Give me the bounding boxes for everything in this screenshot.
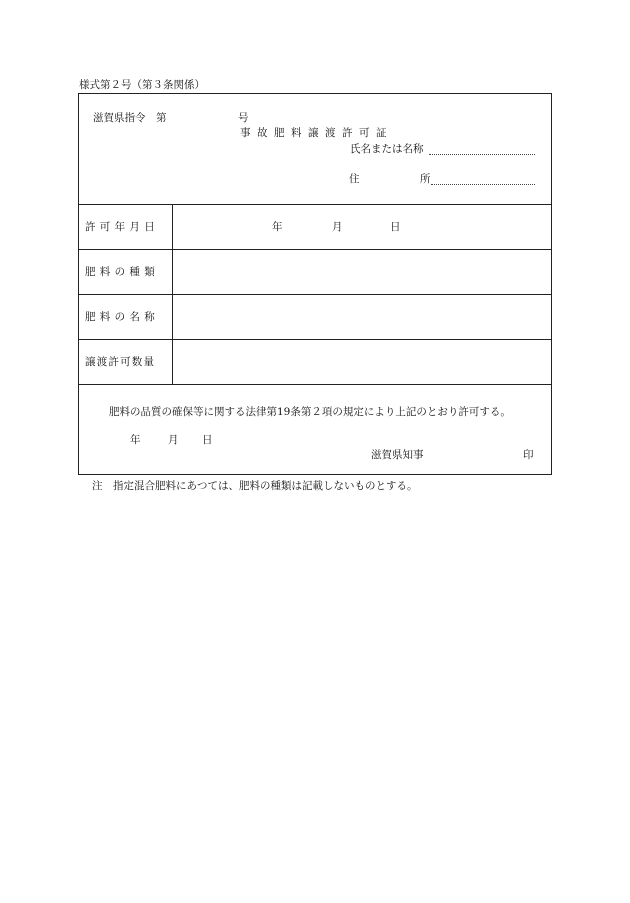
fertilizer-type-field[interactable]	[174, 250, 550, 293]
seal-mark: 印	[523, 449, 534, 461]
governor-signature: 滋賀県知事	[371, 449, 424, 461]
address-label-second: 所	[420, 173, 431, 185]
license-number-prefix: 滋賀県指令 第	[93, 112, 167, 124]
license-number-suffix: 号	[238, 112, 249, 124]
address-field[interactable]	[431, 175, 535, 185]
row-label-fertilizer-name: 肥料の名称	[85, 311, 159, 323]
row-label-fertilizer-type: 肥料の種類	[85, 266, 159, 278]
document-title: 事故肥料譲渡許可証	[240, 127, 393, 139]
permit-date-year: 年	[272, 221, 283, 233]
permit-notice-text: 肥料の品質の確保等に関する法律第19条第２項の規定により上記のとおり許可する。	[109, 406, 511, 418]
name-field[interactable]	[429, 145, 535, 155]
license-form-table	[78, 93, 552, 475]
transfer-quantity-field[interactable]	[174, 340, 550, 383]
row-label-transfer-quantity: 譲渡許可数量	[85, 356, 156, 368]
divider	[79, 384, 551, 385]
row-label-permit-date: 許可年月日	[85, 221, 159, 233]
label-column-divider	[172, 204, 173, 384]
permit-date-day: 日	[390, 221, 401, 233]
permit-date-month: 月	[332, 221, 343, 233]
name-label: 氏名または名称	[350, 143, 424, 155]
address-label-first: 住	[349, 173, 360, 185]
issue-date-month: 月	[168, 434, 179, 446]
divider	[79, 204, 551, 205]
form-number-title: 様式第２号（第３条関係）	[79, 79, 205, 91]
fertilizer-name-field[interactable]	[174, 295, 550, 338]
issue-date-year: 年	[130, 434, 141, 446]
footnote: 注 指定混合肥料にあつては、肥料の種類は記載しないものとする。	[92, 480, 418, 492]
issue-date-day: 日	[202, 434, 213, 446]
